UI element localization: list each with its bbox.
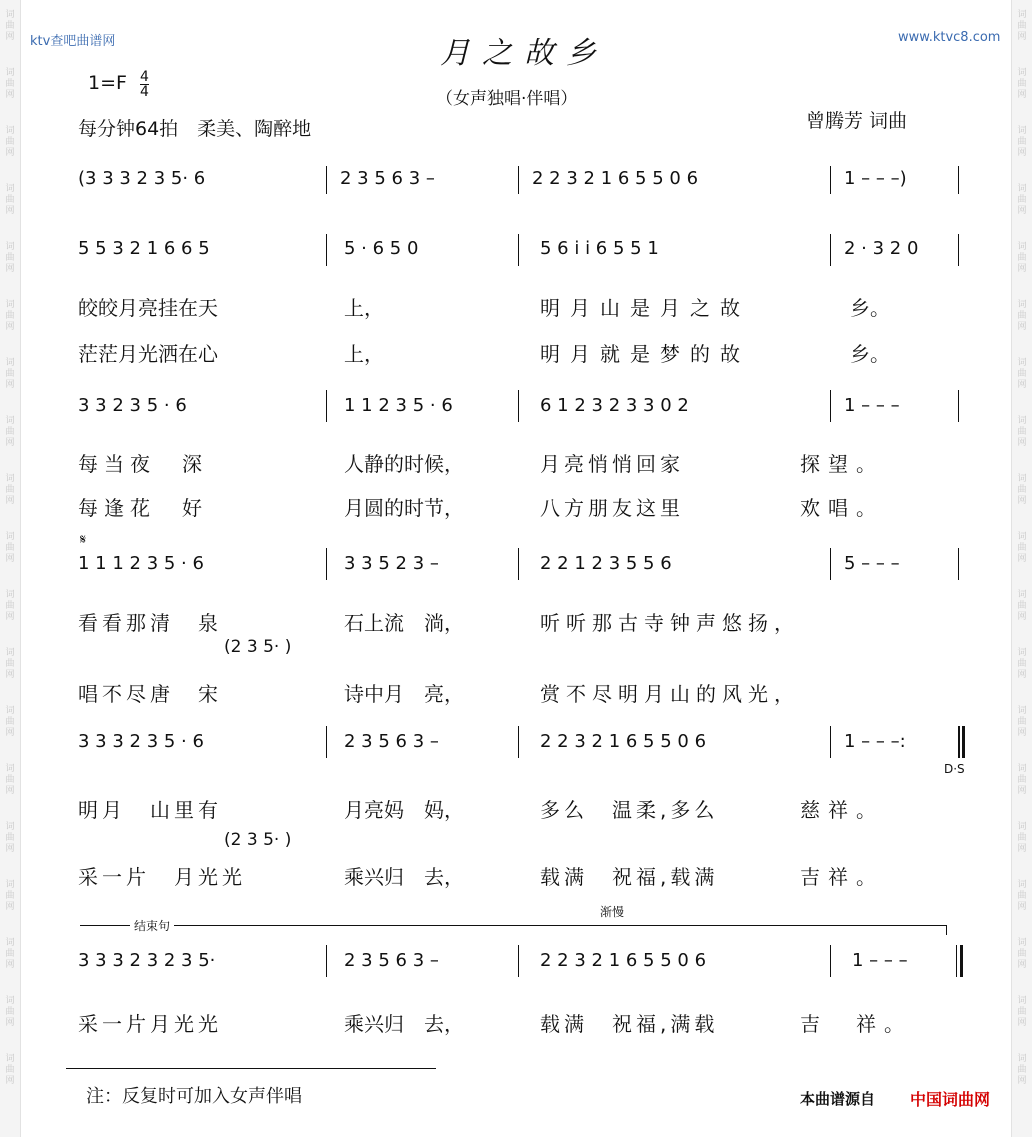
composer-credit: 曾腾芳 词曲 (806, 110, 908, 132)
barline (518, 390, 519, 422)
measure: 3 3 5 2 3 – (344, 553, 439, 574)
side-watermark-text: 词 曲 网 (1017, 648, 1027, 680)
side-watermark-text: 词 曲 网 (5, 648, 15, 680)
barline (518, 166, 519, 194)
lyric: 探望。 (800, 452, 884, 476)
lyric: 每当夜 深 (78, 452, 208, 476)
measure: 5 6 i i 6 5 5 1 (540, 238, 659, 259)
lyric: 月亮妈 妈， (344, 798, 464, 822)
side-watermark-text: 词 曲 网 (1017, 242, 1027, 274)
side-watermark-text: 词 曲 网 (1017, 996, 1027, 1028)
source-label: 本曲谱源自 (800, 1090, 876, 1108)
measure: 5 – – – (844, 553, 900, 574)
side-watermark-text: 词 曲 网 (1017, 590, 1027, 622)
side-watermark-text: 词 曲 网 (5, 126, 15, 158)
lyric: 明月 山里有 (78, 798, 222, 822)
side-watermark-text: 词 曲 网 (1017, 416, 1027, 448)
alt-notes: (2 3 5· ) (224, 830, 292, 850)
barline (326, 166, 327, 194)
barline (958, 548, 959, 580)
barline (326, 945, 327, 977)
side-watermark-text: 词 曲 网 (5, 10, 15, 42)
side-watermark-text: 词 曲 网 (1017, 1054, 1027, 1086)
lyric: 月亮悄悄回家 (540, 452, 684, 476)
lyric: 明月山是月之故 (540, 296, 750, 320)
lyric: 多么 温柔,多么 (540, 798, 719, 822)
barline (518, 726, 519, 758)
footnote-rule (66, 1068, 436, 1069)
lyric: 诗中月 亮， (344, 682, 464, 706)
lyric: 明月就是梦的故 (540, 342, 750, 366)
side-watermark-text: 词 曲 网 (1017, 474, 1027, 506)
measure: 2 3 5 6 3 – (344, 950, 439, 971)
lyric: 乡。 (850, 342, 890, 366)
measure: 2 · 3 2 0 (844, 238, 919, 259)
subtitle: （女声独唱·伴唱） (436, 89, 578, 109)
measure: 1 – – –) (844, 168, 907, 189)
lyric: 载满 祝福,载满 (540, 865, 719, 889)
side-watermark-text: 词 曲 网 (5, 184, 15, 216)
measure: 2 2 1 2 3 5 5 6 (540, 553, 672, 574)
barline (518, 234, 519, 266)
barline (958, 166, 959, 194)
lyric: 上， (344, 296, 384, 320)
barline (958, 390, 959, 422)
watermark-right: www.ktvc8.com (898, 30, 1001, 45)
lyric: 茫茫月光洒在心 (78, 342, 218, 366)
side-watermark-text: 词 曲 网 (5, 474, 15, 506)
measure: (3 3 3 2 3 5· 6 (78, 168, 206, 189)
side-watermark-text: 词 曲 网 (1017, 822, 1027, 854)
measure: 1 1 1 2 3 5 · 6 (78, 553, 204, 574)
side-watermark-text: 词 曲 网 (5, 880, 15, 912)
ending-line-hook (946, 925, 947, 935)
side-watermark-text: 词 曲 网 (1017, 184, 1027, 216)
lyric: 听听那古寺钟声悠扬， (540, 611, 800, 635)
source-site: 中国词曲网 (910, 1090, 991, 1109)
footnote: 注：反复时可加入女声伴唱 (86, 1086, 302, 1107)
side-watermark-text: 词 曲 网 (5, 416, 15, 448)
lyric: 采一片 月光光 (78, 865, 246, 889)
barline (958, 234, 959, 266)
side-watermark-text: 词 曲 网 (5, 996, 15, 1028)
time-bottom: 4 (140, 84, 149, 100)
side-watermark-text: 词 曲 网 (1017, 880, 1027, 912)
measure: 1 – – –: (844, 731, 906, 752)
alt-notes: (2 3 5· ) (224, 637, 292, 657)
lyric: 皎皎月亮挂在天 (78, 296, 218, 320)
side-watermark-text: 词 曲 网 (5, 242, 15, 274)
measure: 2 2 3 2 1 6 5 5 0 6 (540, 731, 707, 752)
barline (326, 726, 327, 758)
lyric: 采一片月光光 (78, 1012, 222, 1036)
side-watermark-text: 词 曲 网 (1017, 532, 1027, 564)
measure: 3 3 3 2 3 2 3 5· (78, 950, 216, 971)
ending-label: 结束句 (130, 917, 174, 934)
side-watermark-text: 词 曲 网 (5, 822, 15, 854)
side-watermark-text: 词 曲 网 (1017, 10, 1027, 42)
measure: 2 3 5 6 3 – (340, 168, 435, 189)
side-watermark-text: 词 曲 网 (1017, 358, 1027, 390)
measure: 2 2 3 2 1 6 5 5 0 6 (532, 168, 699, 189)
barline (830, 945, 831, 977)
lyric: 吉祥。 (800, 865, 884, 889)
barline (518, 945, 519, 977)
side-watermark-text: 词 曲 网 (5, 68, 15, 100)
measure: 3 3 3 2 3 5 · 6 (78, 731, 204, 752)
side-watermark-text: 词 曲 网 (5, 1054, 15, 1086)
barline (518, 548, 519, 580)
lyric: 上， (344, 342, 384, 366)
lyric: 人静的时候， (344, 452, 464, 476)
lyric: 赏不尽明月山的风光， (540, 682, 800, 706)
segno-sign: 𝄋 (80, 532, 87, 548)
dal-segno: D·S (944, 762, 965, 776)
barline (326, 390, 327, 422)
lyric: 吉 祥。 (800, 1012, 912, 1036)
repeat-barline (958, 726, 960, 758)
right-margin-strip (1011, 0, 1032, 1137)
measure: 1 1 2 3 5 · 6 (344, 395, 453, 416)
final-barline (956, 945, 957, 977)
ending-line (80, 925, 946, 926)
barline (326, 234, 327, 266)
lyric: 石上流 淌， (344, 611, 464, 635)
measure: 1 – – – (844, 395, 900, 416)
lyric: 慈祥。 (800, 798, 884, 822)
lyric: 欢唱。 (800, 496, 884, 520)
side-watermark-text: 词 曲 网 (1017, 126, 1027, 158)
measure: 3 3 2 3 5 · 6 (78, 395, 187, 416)
lyric: 乘兴归 去， (344, 865, 464, 889)
barline (830, 726, 831, 758)
lyric: 唱不尽唐 宋 (78, 682, 222, 706)
barline (326, 548, 327, 580)
side-watermark-text: 词 曲 网 (5, 590, 15, 622)
page-title: 月之故乡 (440, 36, 608, 71)
time-signature (140, 70, 149, 99)
side-watermark-text: 词 曲 网 (5, 764, 15, 796)
measure: 2 3 5 6 3 – (344, 731, 439, 752)
lyric: 乡。 (850, 296, 890, 320)
side-watermark-text: 词 曲 网 (5, 358, 15, 390)
side-watermark-text: 词 曲 网 (1017, 68, 1027, 100)
side-watermark-text: 词 曲 网 (5, 938, 15, 970)
side-watermark-text: 词 曲 网 (5, 706, 15, 738)
side-watermark-text: 词 曲 网 (1017, 938, 1027, 970)
final-barline-thick (960, 945, 963, 977)
barline (830, 234, 831, 266)
watermark-left: ktv查吧曲谱网 (30, 34, 116, 49)
lyric: 载满 祝福,满载 (540, 1012, 719, 1036)
side-watermark-text: 词 曲 网 (1017, 706, 1027, 738)
side-watermark-text: 词 曲 网 (1017, 764, 1027, 796)
barline (830, 166, 831, 194)
lyric: 月圆的时节， (344, 496, 464, 520)
measure: 5 5 3 2 1 6 6 5 (78, 238, 210, 259)
side-watermark-text: 词 曲 网 (5, 532, 15, 564)
barline (830, 390, 831, 422)
side-watermark-text: 词 曲 网 (1017, 300, 1027, 332)
key-signature: 1=F (88, 72, 127, 94)
lyric: 八方朋友这里 (540, 496, 684, 520)
side-watermark-text: 词 曲 网 (5, 300, 15, 332)
measure: 2 2 3 2 1 6 5 5 0 6 (540, 950, 707, 971)
barline (830, 548, 831, 580)
time-top: 4 (140, 69, 149, 85)
measure: 5 · 6 5 0 (344, 238, 419, 259)
lyric: 每逢花 好 (78, 496, 208, 520)
tempo-marking: 每分钟64拍 柔美、陶醉地 (78, 118, 312, 140)
measure: 1 – – – (852, 950, 908, 971)
ritardando-label: 渐慢 (600, 905, 625, 919)
measure: 6 1 2 3 2 3 3 0 2 (540, 395, 689, 416)
lyric: 乘兴归 去， (344, 1012, 464, 1036)
left-margin-strip (0, 0, 21, 1137)
lyric: 看看那清 泉 (78, 611, 222, 635)
repeat-barline-thick (962, 726, 965, 758)
